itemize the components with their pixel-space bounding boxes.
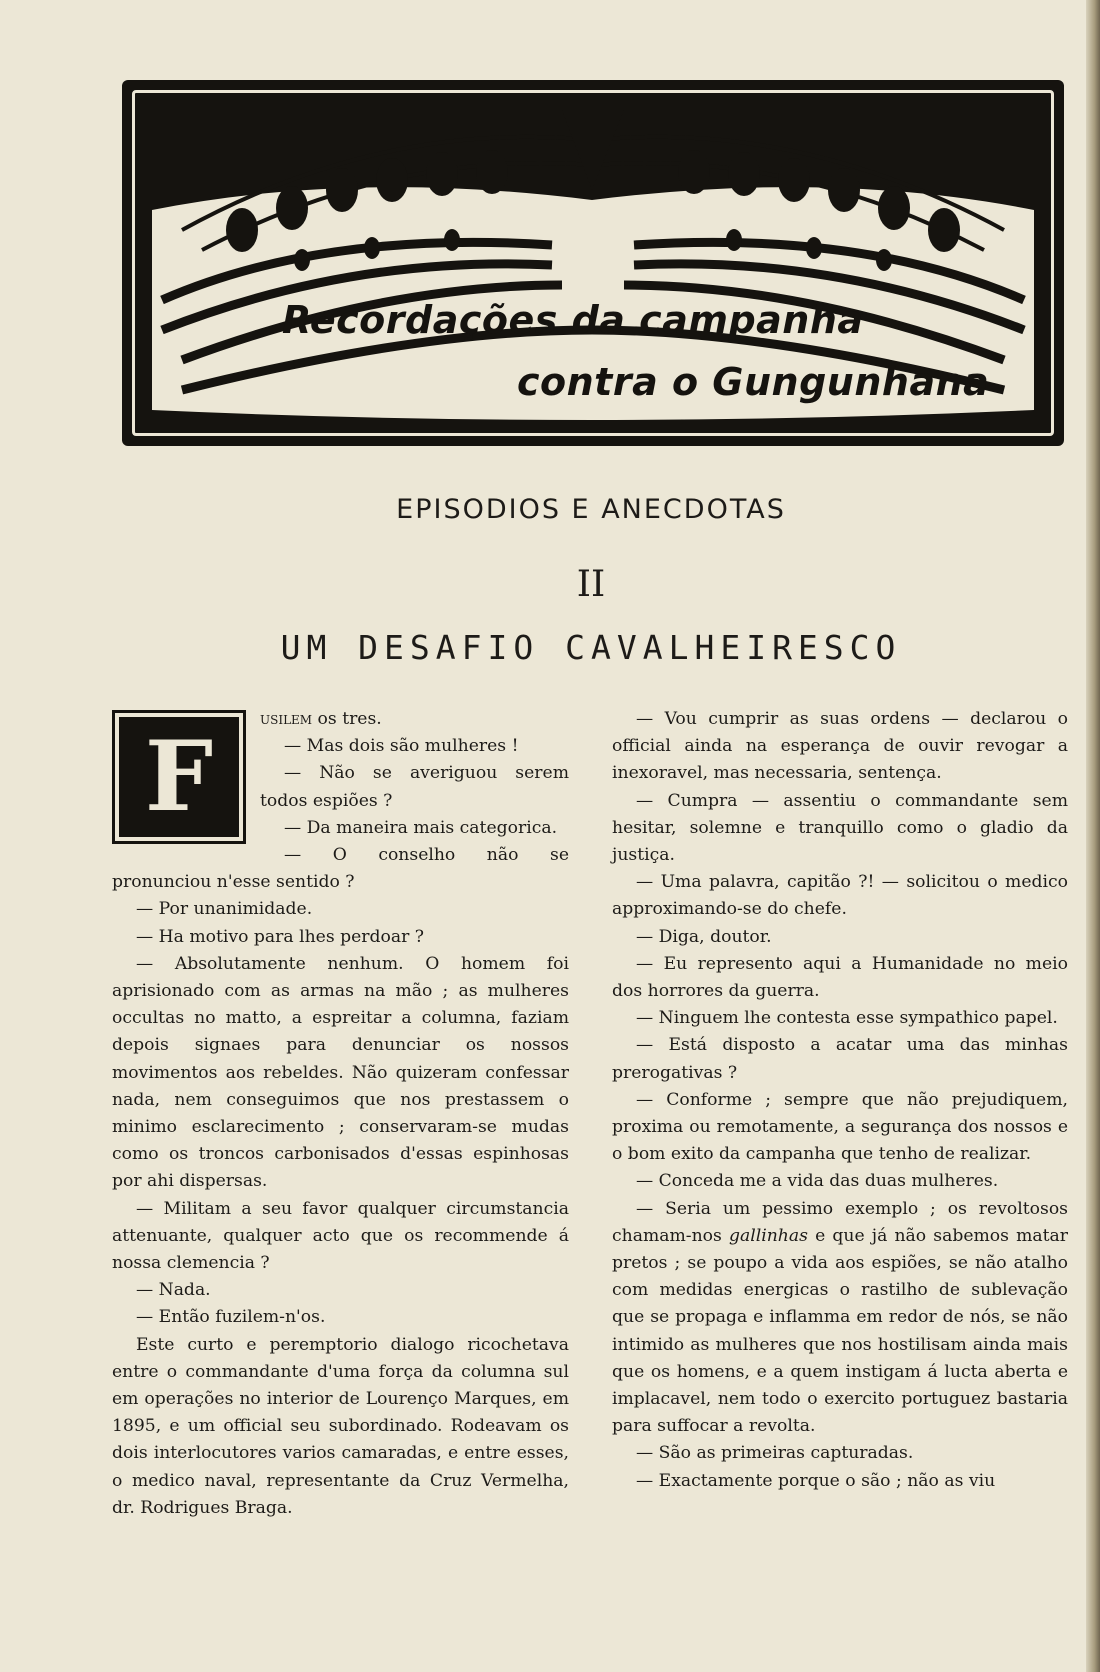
paragraph: — Conceda me a vida das duas mulheres. — [636, 1171, 999, 1192]
left-column — [112, 706, 569, 1522]
decorative-banner — [122, 80, 1064, 446]
paragraph: — Então fuzilem-n'os. — [136, 1307, 326, 1328]
paragraph: — Não se averiguou serem todos espiões ? — [260, 763, 569, 811]
paragraph — [612, 1196, 1068, 1441]
paragraph: — Conforme ; sempre que não prejudiquem, proxima ou remotamente, a segurança dos nossos e o bom exito da campanha que tenho de realizar. — [612, 1089, 1068, 1165]
right-column — [612, 706, 1068, 1495]
paragraph: — Cumpra — assentiu o commandante sem hesitar, solemne e tranquillo como o gladio da justiça. — [612, 790, 1068, 866]
paragraph: — Vou cumprir as suas ordens — declarou o official ainda na esperança de ouvir revogar a inexoravel, mas necessaria, sentença. — [612, 709, 1068, 784]
paragraph: — Da maneira mais categorica. — [284, 817, 558, 838]
paragraph-text: e que já não sabemos matar pretos ; se poupo a vida aos espiões, se não atalho com medidas energicas o rastilho de sublevação que se propaga e inflamma em redor de nós, se não intimido as mulheres que nos hostilisam ainda mais que os homens, e a quem instigam á lucta aberta e implacavel, nem todo o exercito portuguez bastaria para suffocar a revolta. — [612, 1225, 1068, 1437]
paragraph-text: os tres. — [312, 709, 382, 729]
paragraph: — O conselho não se pronunciou n'esse sentido ? — [112, 845, 569, 893]
paragraph: Este curto e peremptorio dialogo ricochetava entre o commandante d'uma força da columna sul em operações no interior de Lourenço Marques, em 1895, e um official seu subordinado. Rodeavam os dois interlocutores varios camaradas, e entre esses, o medico naval, representante da Cruz Vermelha, dr. Rodrigues Braga. — [112, 1334, 569, 1518]
paragraph-text: — Seria um pessimo exemplo ; os revoltosos chamam-nos — [612, 1198, 1068, 1246]
chapter-title: UM DESAFIO CAVALHEIRESCO — [280, 628, 902, 667]
page-edge — [1086, 0, 1100, 1672]
section-title: EPISODIOS E ANECDOTAS — [396, 494, 786, 525]
paragraph: — Ha motivo para lhes perdoar ? — [136, 926, 424, 947]
first-word: usilem — [260, 709, 313, 729]
emphasized-word: gallinhas — [728, 1225, 808, 1246]
drop-cap-initial: F — [112, 710, 246, 844]
banner-title-line2: contra o Gungunhana — [517, 360, 990, 404]
banner-title-line1: Recordações da campanha — [282, 298, 864, 342]
paragraph: — Por unanimidade. — [136, 899, 313, 920]
paragraph: — Exactamente porque o são ; não as viu — [636, 1470, 996, 1491]
paragraph: — São as primeiras capturadas. — [636, 1443, 914, 1464]
paragraph: — Absolutamente nenhum. O homem foi aprisionado com as armas na mão ; as mulheres occultas no matto, a espreitar a columna, faziam depois signaes para denunciar os nossos movimentos aos rebeldes. Não quizeram confessar nada, nem conseguimos que nos prestassem o minimo esclarecimento ; conservaram-se mudas como os troncos carbonisados d'essas espinhosas por ahi dispersas. — [112, 953, 569, 1192]
paragraph: — Está disposto a acatar uma das minhas prerogativas ? — [612, 1035, 1068, 1083]
paragraph: — Eu represento aqui a Humanidade no meio dos horrores da guerra. — [612, 953, 1068, 1002]
paragraph: — Ninguem lhe contesta esse sympathico papel. — [636, 1008, 1058, 1029]
paragraph: — Nada. — [136, 1280, 211, 1301]
paragraph: — Uma palavra, capitão ?! — solicitou o medico approximando-se do chefe. — [612, 872, 1068, 920]
paragraph: — Militam a seu favor qualquer circumstancia attenuante, qualquer acto que os recommende á nossa clemencia ? — [112, 1198, 569, 1274]
paragraph: — Mas dois são mulheres ! — [284, 736, 519, 757]
paragraph: — Diga, doutor. — [636, 926, 772, 947]
chapter-number: II — [576, 564, 606, 605]
